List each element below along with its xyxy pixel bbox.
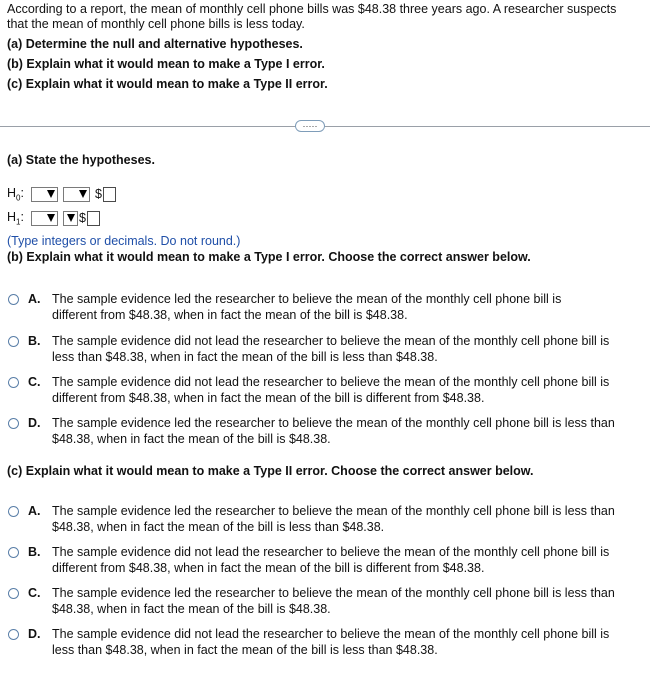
option-text: The sample evidence led the researcher to believe the mean of the monthly cell phone bill is less than $48.38, when in fact the mean of the bill is $48.38. xyxy=(52,416,615,446)
h0-label: $H_0$: xyxy=(7,185,24,203)
dropdown-arrow-icon xyxy=(47,214,55,222)
type-one-error-heading: (b) Explain what it would mean to make a Type I error. Choose the correct answer below. xyxy=(7,250,531,264)
radio-button[interactable] xyxy=(8,377,19,388)
dropdown-arrow-icon xyxy=(79,190,87,198)
option-letter: D. xyxy=(28,416,41,430)
radio-button[interactable] xyxy=(8,294,19,305)
radio-button[interactable] xyxy=(8,506,19,517)
option-text: The sample evidence did not lead the researcher to believe the mean of the monthly cell phone bill is different from $48.38, when in fact the mean of the bill is different from $48.38. xyxy=(52,545,610,575)
type-two-error-heading: (c) Explain what it would mean to make a Type II error. Choose the correct answer below. xyxy=(7,464,534,478)
intro-line-2: that the mean of monthly cell phone bills is less today. xyxy=(7,17,305,31)
h1-label: $H_1$: xyxy=(7,209,24,227)
option-letter: D. xyxy=(28,627,41,641)
h0-parameter-select[interactable] xyxy=(31,187,58,202)
option-letter: B. xyxy=(28,545,41,559)
option-text: The sample evidence did not lead the researcher to believe the mean of the monthly cell phone bill is less than $48.38, when in fact the mean of the bill is less than $48.38. xyxy=(52,627,610,657)
intro-part-b: (b) Explain what it would mean to make a Type I error. xyxy=(7,57,325,71)
option-text: The sample evidence led the researcher to believe the mean of the monthly cell phone bill is different from $48.38, when in fact the mean of the bill is $48.38. xyxy=(52,292,562,322)
radio-button[interactable] xyxy=(8,629,19,640)
intro-part-c: (c) Explain what it would mean to make a Type II error. xyxy=(7,77,328,91)
h1-operator-select[interactable] xyxy=(63,211,78,226)
option-letter: A. xyxy=(28,292,41,306)
option-letter: B. xyxy=(28,334,41,348)
option-letter: C. xyxy=(28,375,41,389)
h1-parameter-select[interactable] xyxy=(31,211,58,226)
option-text: The sample evidence did not lead the researcher to believe the mean of the monthly cell phone bill is different from $48.38, when in fact the mean of the bill is different from $48.38. xyxy=(52,375,610,405)
intro-line-1: According to a report, the mean of monthly cell phone bills was $48.38 three years ago. A researcher suspects xyxy=(7,2,617,16)
option-letter: A. xyxy=(28,504,41,518)
radio-button[interactable] xyxy=(8,336,19,347)
expand-more-button[interactable]: ····· xyxy=(295,120,325,132)
dropdown-arrow-icon xyxy=(67,214,75,222)
section-divider xyxy=(0,126,650,127)
intro-part-a: (a) Determine the null and alternative hypotheses. xyxy=(7,37,303,51)
radio-button[interactable] xyxy=(8,588,19,599)
h1-value-input[interactable] xyxy=(87,211,100,226)
hypotheses-heading: (a) State the hypotheses. xyxy=(7,153,155,167)
null-hypothesis-row xyxy=(7,185,116,203)
h0-operator-select[interactable] xyxy=(63,187,90,202)
option-letter: C. xyxy=(28,586,41,600)
option-text: The sample evidence led the researcher to believe the mean of the monthly cell phone bill is less than $48.38, when in fact the mean of the bill is $48.38. xyxy=(52,586,615,616)
alt-hypothesis-row xyxy=(7,209,100,227)
input-format-note: (Type integers or decimals. Do not round.) xyxy=(7,234,241,248)
radio-button[interactable] xyxy=(8,547,19,558)
dropdown-arrow-icon xyxy=(47,190,55,198)
option-text: The sample evidence did not lead the researcher to believe the mean of the monthly cell phone bill is less than $48.38, when in fact the mean of the bill is less than $48.38. xyxy=(52,334,610,364)
h0-dollar-sign: $ xyxy=(95,187,102,201)
radio-button[interactable] xyxy=(8,418,19,429)
h0-value-input[interactable] xyxy=(103,187,116,202)
h1-dollar-sign: $ xyxy=(79,211,86,225)
option-text: The sample evidence led the researcher to believe the mean of the monthly cell phone bill is less than $48.38, when in fact the mean of the bill is less than $48.38. xyxy=(52,504,615,534)
